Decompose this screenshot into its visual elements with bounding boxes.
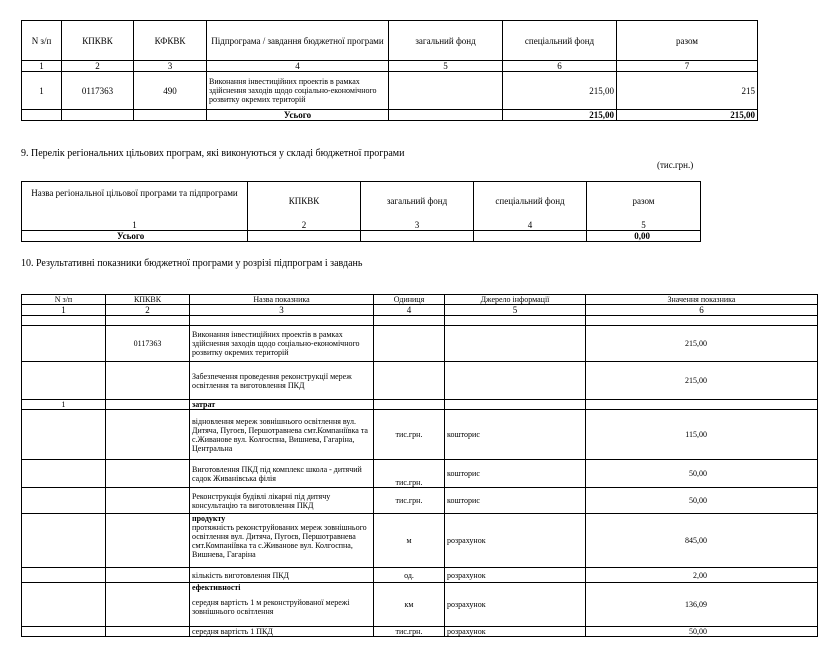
row-n — [22, 568, 106, 583]
table-row — [22, 326, 818, 362]
total-row — [22, 110, 758, 121]
row-general-fund — [389, 72, 503, 110]
table-row — [22, 72, 758, 110]
row-kpkvk — [106, 627, 190, 637]
row-source: розрахунок — [445, 583, 586, 627]
row-unit: м — [374, 514, 445, 568]
row-source: розрахунок — [445, 568, 586, 583]
indicator-text: середня вартість 1 м реконструйованої мережі зовнішнього освітлення — [192, 598, 350, 616]
row-n — [22, 410, 106, 460]
row-indicator-name: середня вартість 1 ПКД — [190, 627, 374, 637]
total-special-fund: 215,00 — [503, 110, 617, 121]
indicator-text: протяжність реконструйованих мереж зовнішнього освітлення вул. Дитяча, Пугоєв, Першотравнева смт.Компаніївка та с.Живанове вул. Колгоспна, Вишнева, Гагаріна — [192, 523, 367, 559]
row-n — [22, 627, 106, 637]
row-source: кошторис — [445, 488, 586, 514]
header-special-fund: спеціальний фонд — [474, 182, 587, 220]
row-kpkvk — [106, 410, 190, 460]
total-sum: 215,00 — [617, 110, 758, 121]
row-kpkvk — [106, 460, 190, 488]
row-indicator-name: Реконструкція будівлі лікарні під дитячу консультацію та виготовлення ПКД — [190, 488, 374, 514]
column-number: 3 — [361, 220, 474, 231]
header-program-name: Назва регіональної цільової програми та підпрограми — [22, 182, 248, 220]
row-kpkvk — [106, 488, 190, 514]
row-value — [586, 400, 818, 410]
column-number: 4 — [207, 61, 389, 72]
row-value: 2,00 — [586, 568, 818, 583]
row-n: 1 — [22, 400, 106, 410]
row-value: 50,00 — [586, 627, 818, 637]
row-value: 215,00 — [586, 326, 818, 362]
row-unit — [374, 326, 445, 362]
table-row — [22, 583, 818, 627]
row-kpkvk — [106, 514, 190, 568]
row-unit: од. — [374, 568, 445, 583]
row-unit: тис.грн. — [374, 627, 445, 637]
column-number: 2 — [62, 61, 134, 72]
column-number: 2 — [248, 220, 361, 231]
header-general-fund: загальний фонд — [361, 182, 474, 220]
column-number: 6 — [586, 305, 818, 316]
row-n — [22, 326, 106, 362]
row-unit: тис.грн. — [374, 460, 445, 488]
row-indicator-name — [190, 514, 374, 568]
column-number: 4 — [374, 305, 445, 316]
total-label: Усього — [22, 230, 248, 241]
row-value: 136,09 — [586, 583, 818, 627]
header-unit: Одиниця — [374, 295, 445, 305]
header-kpkvk: КПКВК — [106, 295, 190, 305]
header-n: N з/п — [22, 21, 62, 61]
row-value: 215,00 — [586, 362, 818, 400]
row-total: 215 — [617, 72, 758, 110]
header-task: Підпрограма / завдання бюджетної програми — [207, 21, 389, 61]
unit-label: (тис.грн.) — [657, 160, 694, 170]
total-row — [22, 230, 701, 241]
column-number: 1 — [22, 61, 62, 72]
header-kfkvk: КФКВК — [134, 21, 207, 61]
row-indicator-name: Виготовлення ПКД під комплекс школа - дитячий садок Живанівська філія — [190, 460, 374, 488]
row-source — [445, 326, 586, 362]
row-kpkvk: 0117363 — [62, 72, 134, 110]
row-source — [445, 400, 586, 410]
header-special-fund: спеціальний фонд — [503, 21, 617, 61]
header-value: Значення показника — [586, 295, 818, 305]
row-indicator-name — [190, 583, 374, 627]
column-number: 3 — [134, 61, 207, 72]
table-row — [22, 627, 818, 637]
column-number: 1 — [22, 220, 248, 231]
row-kpkvk — [106, 568, 190, 583]
column-number: 1 — [22, 305, 106, 316]
row-value: 845,00 — [586, 514, 818, 568]
row-kpkvk — [106, 400, 190, 410]
row-source: розрахунок — [445, 627, 586, 637]
row-unit — [374, 362, 445, 400]
row-source — [445, 362, 586, 400]
row-task: Виконання інвестиційних проектів в рамках здійснення заходів щодо соціально-економічного розвитку окремих територій — [207, 72, 389, 110]
row-source: кошторис — [445, 460, 586, 488]
column-number: 5 — [445, 305, 586, 316]
table-row — [22, 488, 818, 514]
table-row — [22, 362, 818, 400]
row-indicator-name: кількість виготовлення ПКД — [190, 568, 374, 583]
regional-programs-table — [21, 181, 701, 242]
column-number: 6 — [503, 61, 617, 72]
total-label: Усього — [207, 110, 389, 121]
table-row — [22, 400, 818, 410]
header-kpkvk: КПКВК — [62, 21, 134, 61]
column-number: 5 — [389, 61, 503, 72]
header-source: Джерело інформації — [445, 295, 586, 305]
section-10-title: 10. Результативні показники бюджетної програми у розрізі підпрограм і завдань — [21, 258, 363, 269]
row-kpkvk: 0117363 — [106, 326, 190, 362]
row-indicator-name: Забезпечення проведення реконструкції мереж освітлення та виготовлення ПКД — [190, 362, 374, 400]
row-unit: тис.грн. — [374, 410, 445, 460]
row-indicator-name: затрат — [190, 400, 374, 410]
header-n: N з/п — [22, 295, 106, 305]
indicator-group-label: продукту — [192, 514, 226, 523]
column-number: 4 — [474, 220, 587, 231]
header-total: разом — [587, 182, 701, 220]
total-sum: 0,00 — [587, 230, 701, 241]
row-unit: тис.грн. — [374, 488, 445, 514]
header-indicator-name: Назва показника — [190, 295, 374, 305]
table-row — [22, 460, 818, 488]
table-row — [22, 514, 818, 568]
row-value: 50,00 — [586, 460, 818, 488]
header-kpkvk: КПКВК — [248, 182, 361, 220]
column-number: 7 — [617, 61, 758, 72]
row-unit — [374, 400, 445, 410]
row-n — [22, 583, 106, 627]
column-number: 3 — [190, 305, 374, 316]
row-kpkvk — [106, 362, 190, 400]
indicator-group-label: ефективності — [192, 583, 241, 592]
row-n — [22, 514, 106, 568]
row-source: розрахунок — [445, 514, 586, 568]
row-n — [22, 460, 106, 488]
header-total: разом — [617, 21, 758, 61]
table-row — [22, 568, 818, 583]
header-general-fund: загальний фонд — [389, 21, 503, 61]
table-row — [22, 410, 818, 460]
row-unit: км — [374, 583, 445, 627]
row-source: кошторис — [445, 410, 586, 460]
row-indicator-name: Виконання інвестиційних проектів в рамках здійснення заходів щодо соціально-економічного розвитку окремих територій — [190, 326, 374, 362]
column-number: 2 — [106, 305, 190, 316]
performance-indicators-table — [21, 294, 818, 637]
section-9-title: 9. Перелік регіональних цільових програм, які виконуються у складі бюджетної програми — [21, 148, 405, 159]
row-value: 115,00 — [586, 410, 818, 460]
budget-subprogram-table — [21, 20, 758, 121]
row-indicator-name: відновлення мереж зовнішнього освітлення вул. Дитяча, Пугоєв, Першотравнева смт.Компаніївка та с.Живанове вул. Колгоспна, Вишнева, Гагаріна, Центральна — [190, 410, 374, 460]
row-n — [22, 362, 106, 400]
row-kfkvk: 490 — [134, 72, 207, 110]
column-number: 5 — [587, 220, 701, 231]
row-n — [22, 488, 106, 514]
row-value: 50,00 — [586, 488, 818, 514]
row-special-fund: 215,00 — [503, 72, 617, 110]
row-n: 1 — [22, 72, 62, 110]
row-kpkvk — [106, 583, 190, 627]
